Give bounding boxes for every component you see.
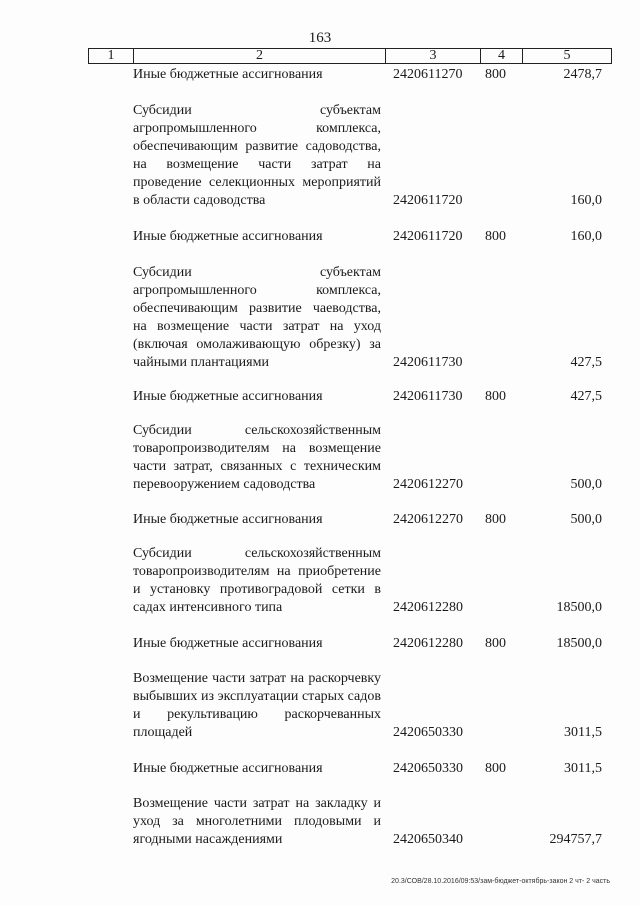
row-amount: 3011,5 — [564, 761, 602, 776]
table-row — [0, 228, 640, 246]
table-row — [0, 795, 640, 849]
row-name: Иные бюджетные ассигнования — [133, 389, 323, 404]
row-amount: 18500,0 — [556, 600, 602, 615]
row-amount: 2478,7 — [563, 67, 602, 82]
row-amount: 427,5 — [570, 389, 602, 404]
row-name: Иные бюджетные ассигнования — [133, 67, 323, 82]
row-code: 2420611720 — [393, 229, 463, 244]
row-code: 2420611270 — [393, 67, 463, 82]
header-col-4: 4 — [481, 49, 523, 63]
row-code: 2420650330 — [393, 761, 463, 776]
row-amount: 160,0 — [570, 193, 602, 208]
table-row — [0, 102, 640, 210]
row-name: Иные бюджетные ассигнования — [133, 512, 323, 527]
row-amount: 500,0 — [570, 477, 602, 492]
row-name: Иные бюджетные ассигнования — [133, 229, 323, 244]
row-type: 800 — [485, 512, 506, 527]
row-name: Субсидии сельскохозяйственным товаропроизводителям на приобретение и установку противоградовой сетки в садах интенсивного типа — [133, 546, 381, 615]
row-name: Иные бюджетные ассигнования — [133, 636, 323, 651]
header-col-3: 3 — [386, 49, 481, 63]
table-row — [0, 670, 640, 742]
header-col-1: 1 — [89, 49, 134, 63]
row-name: Иные бюджетные ассигнования — [133, 761, 323, 776]
row-code: 2420650330 — [393, 725, 463, 740]
row-code: 2420612280 — [393, 636, 463, 651]
table-row — [0, 545, 640, 617]
footer-doc-id: 20.3/СОВ/28.10.2016/09:53/зам-бюджет-октябрь-закон 2 чт- 2 часть — [391, 878, 610, 885]
row-code: 2420612270 — [393, 512, 463, 527]
table-row — [0, 635, 640, 653]
row-name: Субсидии субъектам агропромышленного комплекса, обеспечивающим развитие садоводства, на возмещение части затрат на проведение селекционных мероприятий в области садоводства — [133, 103, 381, 208]
row-name: Субсидии сельскохозяйственным товаропроизводителям на возмещение части затрат, связанных с техническим перевооружением садоводства — [133, 423, 381, 492]
row-amount: 160,0 — [570, 229, 602, 244]
table-row — [0, 66, 640, 84]
row-code: 2420612270 — [393, 477, 463, 492]
row-type: 800 — [485, 761, 506, 776]
table-row — [0, 264, 640, 372]
row-type: 800 — [485, 636, 506, 651]
row-type: 800 — [485, 389, 506, 404]
row-amount: 500,0 — [570, 512, 602, 527]
row-amount: 427,5 — [570, 355, 602, 370]
table-row — [0, 760, 640, 778]
table-row — [0, 422, 640, 494]
row-name: Субсидии субъектам агропромышленного комплекса, обеспечивающим развитие чаеводства, на возмещение части затрат на уход (включая омолаживающую обрезку) за чайными плантациями — [133, 265, 381, 370]
row-type: 800 — [485, 67, 506, 82]
row-amount: 18500,0 — [556, 636, 602, 651]
row-amount: 294757,7 — [549, 832, 602, 847]
row-code: 2420612280 — [393, 600, 463, 615]
header-col-2: 2 — [134, 49, 386, 63]
row-name: Возмещение части затрат на закладку и уход за многолетними плодовыми и ягодными насаждениями — [133, 796, 381, 847]
table-row — [0, 388, 640, 406]
row-type: 800 — [485, 229, 506, 244]
header-col-5: 5 — [563, 48, 571, 63]
page-number: 163 — [308, 30, 332, 46]
row-code: 2420611720 — [393, 193, 463, 208]
row-code: 2420650340 — [393, 832, 463, 847]
table-header — [88, 48, 612, 64]
row-name: Возмещение части затрат на раскорчевку выбывших из эксплуатации старых садов и рекультивацию раскорчеванных площадей — [133, 671, 381, 740]
table-row — [0, 511, 640, 529]
row-code: 2420611730 — [393, 355, 463, 370]
row-code: 2420611730 — [393, 389, 463, 404]
row-amount: 3011,5 — [564, 725, 602, 740]
